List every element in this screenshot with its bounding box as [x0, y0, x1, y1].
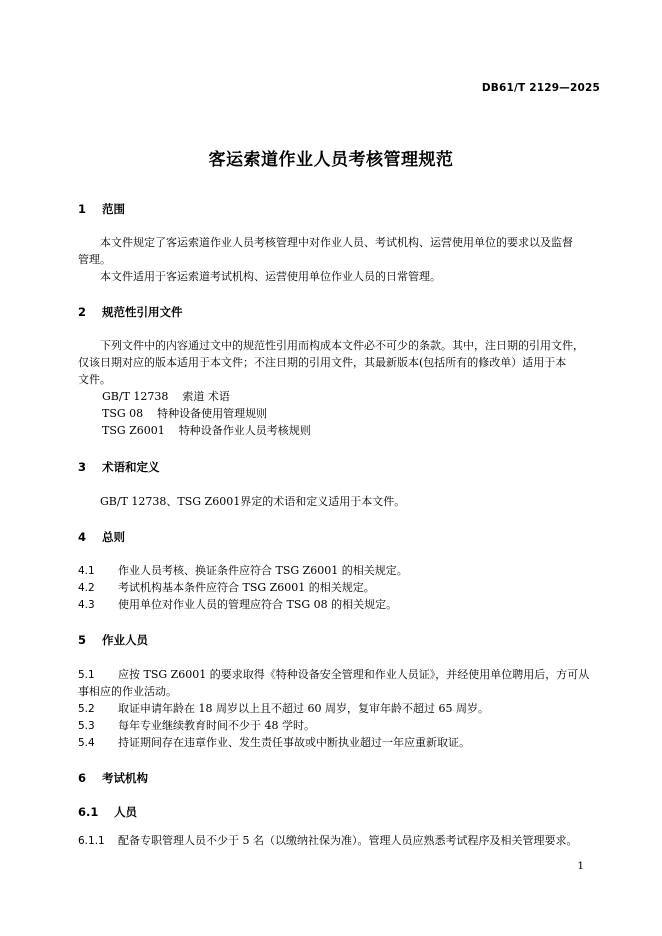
- clause-item: [78, 832, 598, 850]
- section-title: 总则: [102, 530, 126, 544]
- clause-text: 配备专职管理人员不少于 5 名（以缴纳社保为准）。管理人员应熟悉考试程序及相关管理要求。: [118, 834, 578, 847]
- clause-number: 5.1: [78, 669, 95, 681]
- reference-item: [102, 422, 622, 439]
- section-5-heading: [78, 632, 148, 648]
- paragraph-continued: 文件。: [78, 373, 111, 386]
- paragraph: 下列文件中的内容通过文中的规范性引用而构成本文件必不可少的条款。其中，注日期的引用文件，: [100, 339, 584, 352]
- clause-text: 每年专业继续教育时间不少于 48 学时。: [118, 719, 315, 732]
- subsection-6-1-heading: [78, 804, 137, 820]
- reference-name: 索道 术语: [182, 390, 230, 403]
- clause-number: 4.2: [78, 582, 95, 594]
- clause-number: 5.2: [78, 703, 95, 715]
- section-number: 4: [78, 530, 87, 544]
- clause-item: [78, 666, 598, 684]
- clause-item: [78, 596, 598, 614]
- section-1-heading: [78, 201, 125, 217]
- clause-item: [78, 717, 598, 735]
- paragraph: 本文件规定了客运索道作业人员考核管理中对作业人员、考试机构、运营使用单位的要求以及监督: [100, 236, 573, 249]
- paragraph: 本文件适用于客运索道考试机构、运营使用单位作业人员的日常管理。: [100, 270, 441, 283]
- clause-text: 作业人员考核、换证条件应符合 TSG Z6001 的相关规定。: [118, 564, 408, 577]
- section-title: 考试机构: [102, 771, 149, 785]
- section-number: 6: [78, 771, 87, 785]
- reference-code: TSG 08: [102, 407, 144, 420]
- clause-number: 5.4: [78, 737, 95, 749]
- clause-text: 持证期间存在违章作业、发生责任事故或中断执业超过一年应重新取证。: [118, 736, 470, 749]
- clause-item: [78, 700, 598, 718]
- reference-item: [102, 405, 622, 422]
- section-title: 作业人员: [102, 633, 149, 647]
- clause-text: 考试机构基本条件应符合 TSG Z6001 的相关规定。: [118, 581, 375, 594]
- document-code: DB61/T 2129—2025: [481, 82, 600, 94]
- section-title: 规范性引用文件: [102, 305, 183, 319]
- clause-number: 4.3: [78, 599, 95, 611]
- section-number: 3: [78, 460, 87, 474]
- section-4-heading: [78, 529, 125, 545]
- section-title: 范围: [102, 202, 126, 216]
- document-title: 客运索道作业人员考核管理规范: [208, 150, 454, 170]
- section-3-heading: [78, 459, 160, 475]
- clause-number: 6.1.1: [78, 835, 105, 847]
- paragraph: GB/T 12738、TSG Z6001界定的术语和定义适用于本文件。: [100, 495, 406, 508]
- page-number: 1: [577, 860, 584, 872]
- clause-item: [78, 562, 598, 580]
- section-2-heading: [78, 304, 183, 320]
- paragraph-continued: 仅该日期对应的版本适用于本文件；不注日期的引用文件，其最新版本(包括所有的修改单）适用于本: [78, 356, 567, 369]
- subsection-number: 6.1: [78, 805, 99, 819]
- clause-number: 4.1: [78, 565, 95, 577]
- clause-item: [78, 734, 598, 752]
- subsection-title: 人员: [114, 805, 138, 819]
- section-number: 1: [78, 202, 87, 216]
- clause-number: 5.3: [78, 720, 95, 732]
- clause-text: 使用单位对作业人员的管理应符合 TSG 08 的相关规定。: [118, 598, 398, 611]
- clause-text: 取证申请年龄在 18 周岁以上且不超过 60 周岁，复审年龄不超过 65 周岁。: [118, 702, 489, 715]
- section-number: 5: [78, 633, 87, 647]
- clause-text-continued: 事相应的作业活动。: [78, 685, 177, 698]
- paragraph-continued: 管理。: [78, 253, 111, 266]
- reference-name: 特种设备作业人员考核规则: [178, 424, 311, 437]
- section-title: 术语和定义: [102, 460, 160, 474]
- reference-code: TSG Z6001: [102, 424, 165, 437]
- reference-name: 特种设备使用管理规则: [157, 407, 268, 420]
- reference-code: GB/T 12738: [102, 390, 169, 403]
- clause-text: 应按 TSG Z6001 的要求取得《特种设备安全管理和作业人员证》，并经使用单位聘用后，方可从: [118, 668, 590, 681]
- section-6-heading: [78, 770, 148, 786]
- clause-item: [78, 579, 598, 597]
- section-number: 2: [78, 305, 87, 319]
- reference-item: [102, 388, 622, 405]
